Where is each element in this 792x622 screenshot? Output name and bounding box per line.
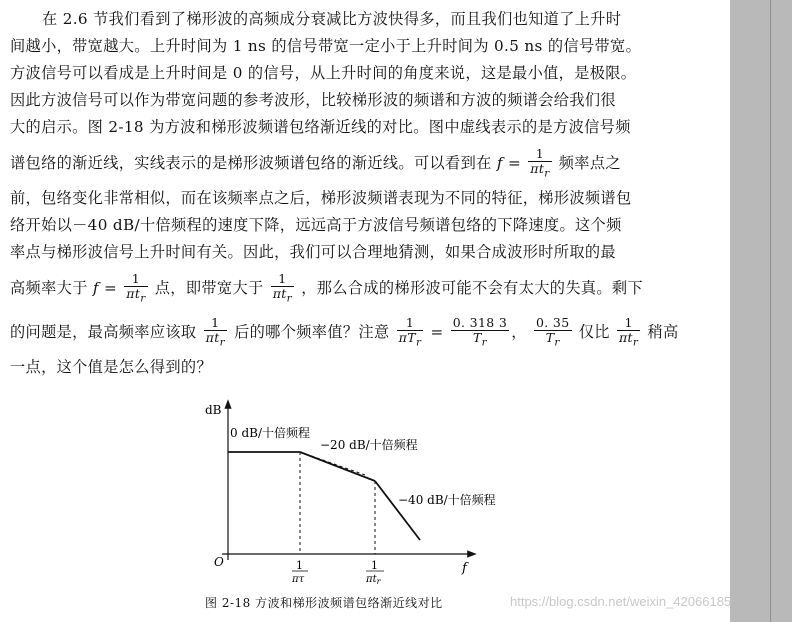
frac-denominator: $\pi t_r$ <box>205 330 225 349</box>
tick1-numerator: 1 <box>296 559 303 572</box>
frac-numerator: 1 <box>397 316 424 331</box>
frac-denominator: $\pi t_r$ <box>530 161 550 180</box>
text-line: 因此方波信号可以作为带宽问题的参考波形，比较梯形波的频谱和方波的频谱会给我们很 <box>10 91 616 109</box>
text-line: 前，包络变化非常相似，而在该频率点之后，梯形波频谱表现为不同的特征，梯形波频谱包 <box>10 189 632 207</box>
text-segment: 后的哪个频率值？注意 <box>234 323 390 341</box>
frac-numerator: 1 <box>204 316 227 331</box>
text-segment: ，那么合成的梯形波可能不会有太大的失真。剩下 <box>301 279 644 297</box>
frac-numerator: 1 <box>617 316 640 331</box>
frac-denominator: $T_r$ <box>545 330 560 349</box>
text-segment: ， <box>511 323 527 341</box>
frac-denominator: $\pi t_r$ <box>618 330 639 349</box>
text-line: 方波信号可以看成是上升时间是 0 的信号，从上升时间的角度来说，这是最小值，是极限。 <box>10 64 637 82</box>
tick2-denominator: $\pi t_r$ <box>366 574 381 586</box>
label-40db: −40 dB/十倍频程 <box>398 493 496 507</box>
math-equals: = <box>430 323 444 341</box>
figure-caption: 图 2-18 方波和梯形波频谱包络渐近线对比 <box>205 596 443 610</box>
frac-denominator: $\pi T_r$ <box>398 330 422 349</box>
tick2-numerator: 1 <box>371 559 378 572</box>
text-segment: 频率点之 <box>558 154 621 172</box>
frac-numerator: 1 <box>124 272 147 287</box>
text-segment: 的问题是，最高频率应该取 <box>10 323 197 341</box>
text-line: 率点与梯形波信号上升时间有关。因此，我们可以合理地猜测，如果合成波形时所取的最 <box>10 243 616 261</box>
margin-rule <box>770 0 771 622</box>
frac-numerator: 0. 35 <box>535 315 570 331</box>
label-0db: 0 dB/十倍频程 <box>230 426 310 440</box>
frac-numerator: 1 <box>271 272 294 287</box>
text-segment: 稍高 <box>647 323 679 341</box>
label-20db: −20 dB/十倍频程 <box>320 438 418 452</box>
math-f-eq: f = <box>92 279 118 297</box>
page-side-margin <box>730 0 792 622</box>
text-segment: 仅比 <box>578 323 610 341</box>
text-segment: 谱包络的渐近线，实线表示的是梯形波频谱包络的渐近线。可以看到在 <box>10 154 492 172</box>
tick1-denominator: πτ <box>292 574 305 585</box>
text-line: 间越小，带宽越大。上升时间为 1 ns 的信号带宽一定小于上升时间为 0.5 ns 的信号带宽。 <box>10 37 642 55</box>
frac-numerator: 0. 318 3 <box>452 315 508 331</box>
text-segment: 高频率大于 <box>10 279 88 297</box>
frac-denominator: $\pi t_r$ <box>126 286 146 305</box>
origin-label: O <box>214 555 224 569</box>
slope40-segment <box>375 481 420 540</box>
text-line: 大的启示。图 2-18 为方波和梯形波频谱包络渐近线的对比。图中虚线表示的是方波信号频 <box>10 118 631 136</box>
frac-denominator: $T_r$ <box>472 330 487 349</box>
text-line: 一点，这个值是怎么得到的？ <box>10 358 212 376</box>
text-line: 在 2.6 节我们看到了梯形波的高频成分衰减比方波快得多，而且我们也知道了上升时 <box>42 10 622 28</box>
math-f-eq: f = <box>496 154 522 172</box>
y-axis-label: dB <box>205 403 222 417</box>
text-line: 络开始以－40 dB/十倍频程的速度下降，远远高于方波信号频谱包络的下降速度。这个频 <box>10 216 622 234</box>
text-segment: 点，即带宽大于 <box>154 279 264 297</box>
frac-numerator: 1 <box>528 147 551 162</box>
csdn-watermark: https://blog.csdn.net/weixin_42066185 <box>510 594 732 609</box>
frac-denominator: $\pi t_r$ <box>272 286 292 305</box>
x-axis-label: f <box>462 561 467 576</box>
